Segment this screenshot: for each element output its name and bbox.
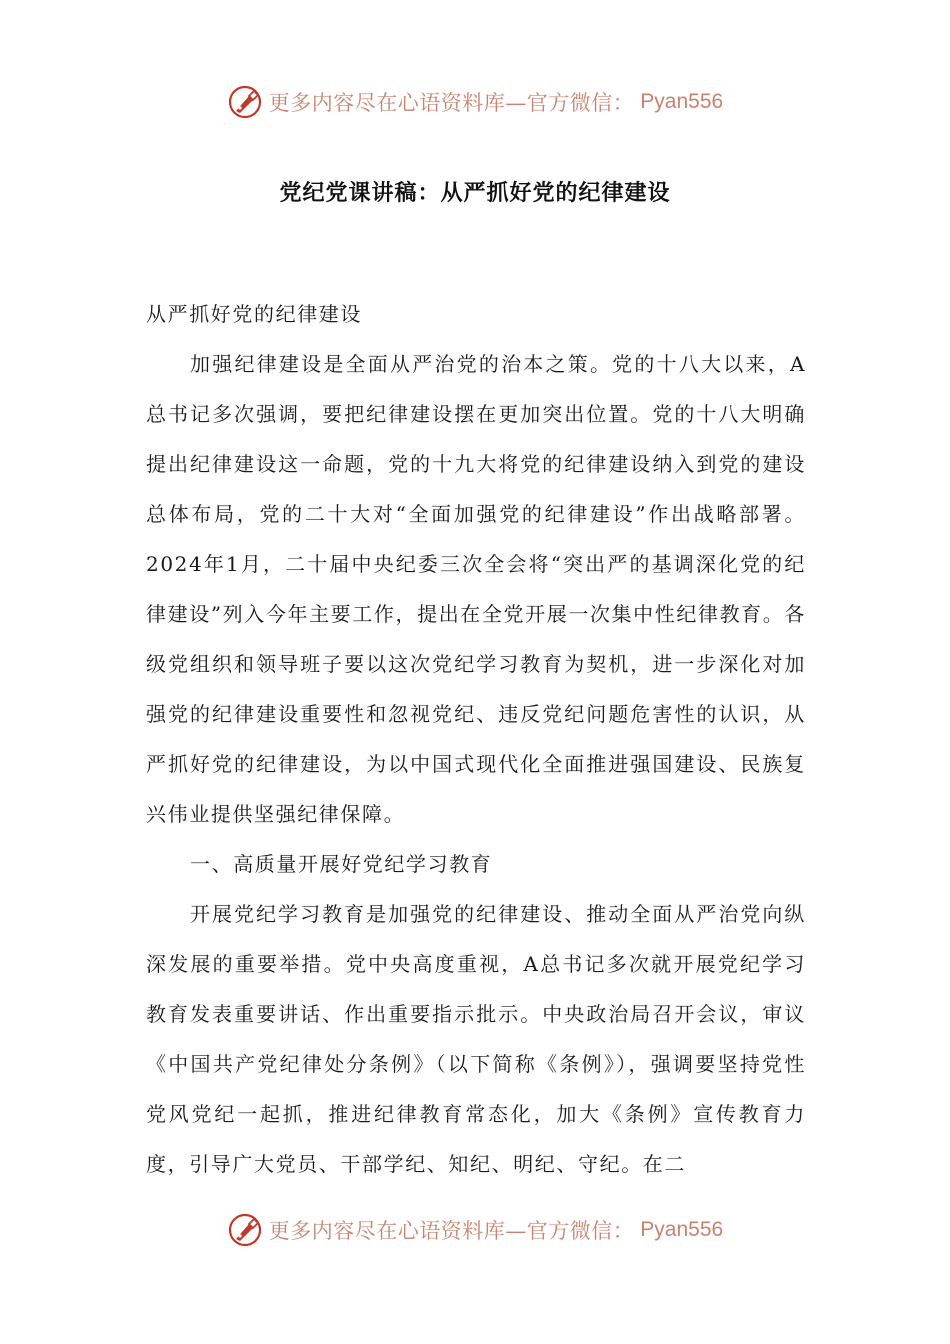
document-body: [146, 289, 806, 1189]
body-paragraph: 加强纪律建设是全面从严治党的治本之策。党的十八大以来，A总书记多次强调，要把纪律建设摆在更加突出位置。党的十八大明确提出纪律建设这一命题，党的十九大将党的纪律建设纳入到党的建设总体布局，党的二十大对“全面加强党的纪律建设”作出战略部署。2024年1月，二十届中央纪委三次全会将“突出严的基调深化党的纪律建设”列入今年主要工作，提出在全党开展一次集中性纪律教育。各级党组织和领导班子要以这次党纪学习教育为契机，进一步深化对加强党的纪律建设重要性和忽视党纪、违反党纪问题危害性的认识，从严抓好党的纪律建设，为以中国式现代化全面推进强国建设、民族复兴伟业提供坚强纪律保障。: [146, 352, 806, 826]
pen-nib-logo-icon: [227, 1212, 263, 1248]
footer-banner: [0, 1208, 950, 1252]
pen-nib-logo-icon: [227, 84, 263, 120]
body-paragraph: 开展党纪学习教育是加强党的纪律建设、推动全面从严治党向纵深发展的重要举措。党中央高度重视，A总书记多次就开展党纪学习教育发表重要讲话、作出重要指示批示。中央政治局召开会议，审议《中国共产党纪律处分条例》（以下简称《条例》），强调要坚持党性党风党纪一起抓，推进纪律教育常态化，加大《条例》宣传教育力度，引导广大党员、干部学纪、知纪、明纪、守纪。在二: [146, 902, 806, 1176]
section-heading: 一、高质量开展好党纪学习教育: [190, 852, 493, 876]
subtitle-paragraph: 从严抓好党的纪律建设: [146, 302, 362, 326]
header-banner: [0, 80, 950, 124]
header-banner-text: 更多内容尽在心语资料库—官方微信：: [268, 91, 635, 115]
footer-banner-text: 更多内容尽在心语资料库—官方微信：: [268, 1219, 635, 1243]
document-title: 党纪党课讲稿：从严抓好党的纪律建设: [279, 181, 671, 206]
footer-banner-wechat-id: Pyan556: [640, 1218, 724, 1241]
header-banner-wechat-id: Pyan556: [640, 90, 724, 113]
